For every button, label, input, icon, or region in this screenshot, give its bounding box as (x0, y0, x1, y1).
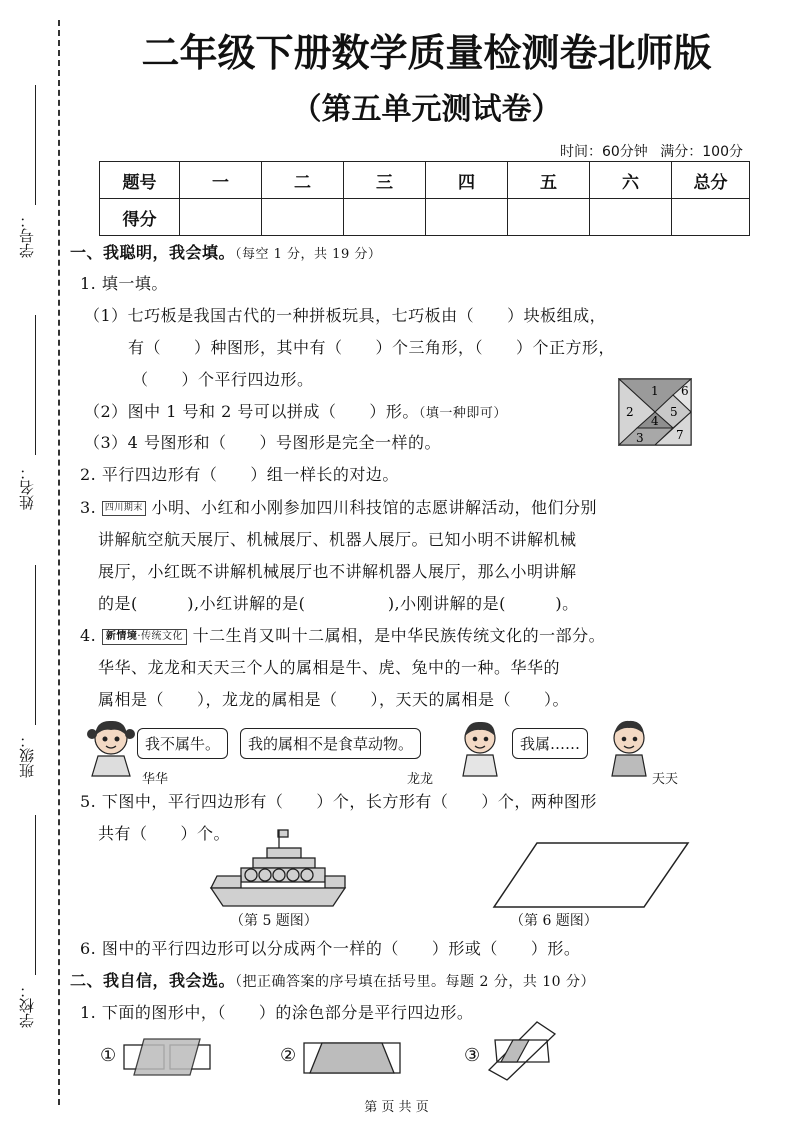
section1-heading (70, 240, 381, 263)
score-row-label: 得分 (100, 199, 180, 236)
q1-part1-line2: 有（ ）种图形，其中有（ ）个三角形，（ ）个正方形， (128, 338, 616, 357)
q1-part3: （3）4 号图形和（ ）号图形是完全一样的。 (84, 433, 441, 452)
q4-line3: 属相是（ ），龙龙的属相是（ ），天天的属相是（ ）。 (98, 690, 570, 709)
school-field[interactable] (16, 815, 56, 1030)
q4-line2: 华华、龙龙和天天三个人的属相是牛、虎、兔中的一种。华华的 (98, 658, 561, 677)
q4-tag-bold: 新情境 (105, 630, 138, 642)
q1-label: 1. 填一填。 (80, 274, 168, 293)
student-number-line (35, 85, 36, 205)
section2-heading (70, 968, 595, 991)
score-input-cell[interactable] (262, 199, 344, 236)
tiantian-speech-bubble: 我属…… (512, 728, 588, 759)
score-header-cell: 六 (590, 162, 672, 199)
class-label: 班级： (18, 733, 36, 778)
binding-dashed-line (58, 20, 60, 1105)
score-input-cell[interactable] (344, 199, 426, 236)
score-table-score-row (100, 199, 750, 236)
tangram-number-7: 7 (676, 428, 684, 442)
tangram-number-4: 4 (651, 414, 659, 428)
page-subtitle: （第五单元测试卷） (291, 92, 562, 127)
q5-line2: 共有（ ）个。 (98, 824, 231, 843)
student-name-field[interactable] (16, 315, 56, 515)
parallelogram-figure (492, 840, 692, 910)
full-score: 满分：100分 (660, 144, 743, 160)
q2-text: 2. 平行四边形有（ ）组一样长的对边。 (80, 465, 399, 484)
tangram-figure (618, 378, 692, 446)
q1-part2-text: （2）图中 1 号和 2 号可以拼成（ ）形。 (84, 402, 419, 421)
q6-figure-caption: （第 6 题图） (510, 913, 598, 929)
huahua-speech-bubble: 我不属牛。 (137, 728, 228, 759)
q5-figure-caption: （第 5 题图） (230, 913, 318, 929)
huahua-girl-illustration (84, 716, 138, 778)
score-input-cell[interactable] (508, 199, 590, 236)
score-input-cell[interactable] (426, 199, 508, 236)
score-header-cell: 二 (262, 162, 344, 199)
exam-info (560, 141, 743, 161)
student-number-field[interactable] (16, 85, 56, 270)
option-3-label[interactable]: ③ (464, 1045, 481, 1066)
section2-title: 二、我自信，我会选。 (70, 971, 236, 990)
option-2-figure[interactable] (302, 1035, 402, 1080)
option-1-label[interactable]: ① (100, 1045, 117, 1066)
q4-context-tag (102, 629, 187, 645)
longlong-name: 龙龙 (407, 772, 434, 787)
section2-note: （把正确答案的序号填在括号里。每题 2 分，共 10 分） (235, 974, 596, 990)
q1-part2 (84, 399, 507, 422)
page-footer: 第 页 共 页 (364, 1100, 429, 1115)
tiantian-name: 天天 (652, 772, 679, 787)
q4-line1 (80, 623, 605, 646)
q1-part2-note: （填一种即可） (418, 406, 507, 421)
tangram-number-1: 1 (651, 384, 659, 398)
q4-number: 4. (80, 626, 97, 645)
page-title: 二年级下册数学质量检测卷北师版 (141, 31, 712, 75)
ship-figure (205, 828, 355, 910)
student-name-label: 姓名： (18, 465, 36, 510)
q4-tag-rest: ·传统文化 (137, 630, 184, 642)
student-number-label: 学号： (18, 213, 36, 258)
score-header-cell: 五 (508, 162, 590, 199)
tangram-number-3: 3 (636, 431, 644, 445)
q3-line1-text: 小明、小红和小刚参加四川科技馆的志愿讲解活动，他们分别 (151, 498, 597, 517)
score-input-cell[interactable] (672, 199, 750, 236)
q3-source-tag: 四川期末 (102, 501, 146, 516)
tangram-number-6: 6 (681, 384, 689, 398)
q3-line3: 展厅，小红既不讲解机械展厅也不讲解机器人展厅，那么小明讲解 (98, 562, 577, 581)
score-header-cell: 三 (344, 162, 426, 199)
q6-text: 6. 图中的平行四边形可以分成两个一样的（ ）形或（ ）形。 (80, 939, 581, 958)
score-table (99, 161, 750, 236)
longlong-speech-bubble: 我的属相不是食草动物。 (240, 728, 421, 759)
time-limit: 时间：60分钟 (559, 144, 648, 160)
q3-line2: 讲解航空航天展厅、机械展厅、机器人展厅。已知小明不讲解机械 (98, 530, 577, 549)
q3-line1 (80, 495, 597, 518)
section1-title: 一、我聪明，我会填。 (70, 243, 236, 262)
q3-line4: 的是( ),小红讲解的是( ),小刚讲解的是( )。 (98, 594, 579, 613)
score-input-cell[interactable] (590, 199, 672, 236)
q1-part1-line3: （ ）个平行四边形。 (132, 370, 314, 389)
huahua-name: 华华 (142, 772, 169, 787)
option-3-figure[interactable] (487, 1020, 557, 1082)
score-header-cell: 四 (426, 162, 508, 199)
tangram-number-5: 5 (670, 405, 678, 419)
score-header-cell: 题号 (100, 162, 180, 199)
tiantian-boy-illustration (604, 716, 654, 778)
option-2-label[interactable]: ② (280, 1045, 297, 1066)
q4-line1-text: 十二生肖又叫十二属相，是中华民族传统文化的一部分。 (192, 626, 606, 645)
section1-note: （每空 1 分，共 19 分） (235, 247, 382, 262)
score-input-cell[interactable] (180, 199, 262, 236)
student-name-line (35, 315, 36, 455)
q3-number: 3. (80, 498, 97, 517)
class-field[interactable] (16, 565, 56, 780)
longlong-boy-illustration (455, 716, 505, 778)
q1-part1-line1: （1）七巧板是我国古代的一种拼板玩具，七巧板由（ ）块板组成， (84, 306, 607, 325)
score-table-header-row (100, 162, 750, 199)
class-line (35, 565, 36, 725)
score-header-cell: 总分 (672, 162, 750, 199)
score-header-cell: 一 (180, 162, 262, 199)
school-label: 学校： (18, 983, 36, 1028)
s2-q1-text: 1. 下面的图形中，（ ）的涂色部分是平行四边形。 (80, 1003, 474, 1022)
school-line (35, 815, 36, 975)
tangram-number-2: 2 (626, 405, 634, 419)
q5-line1: 5. 下图中，平行四边形有（ ）个，长方形有（ ）个，两种图形 (80, 792, 597, 811)
option-1-figure[interactable] (122, 1035, 212, 1080)
